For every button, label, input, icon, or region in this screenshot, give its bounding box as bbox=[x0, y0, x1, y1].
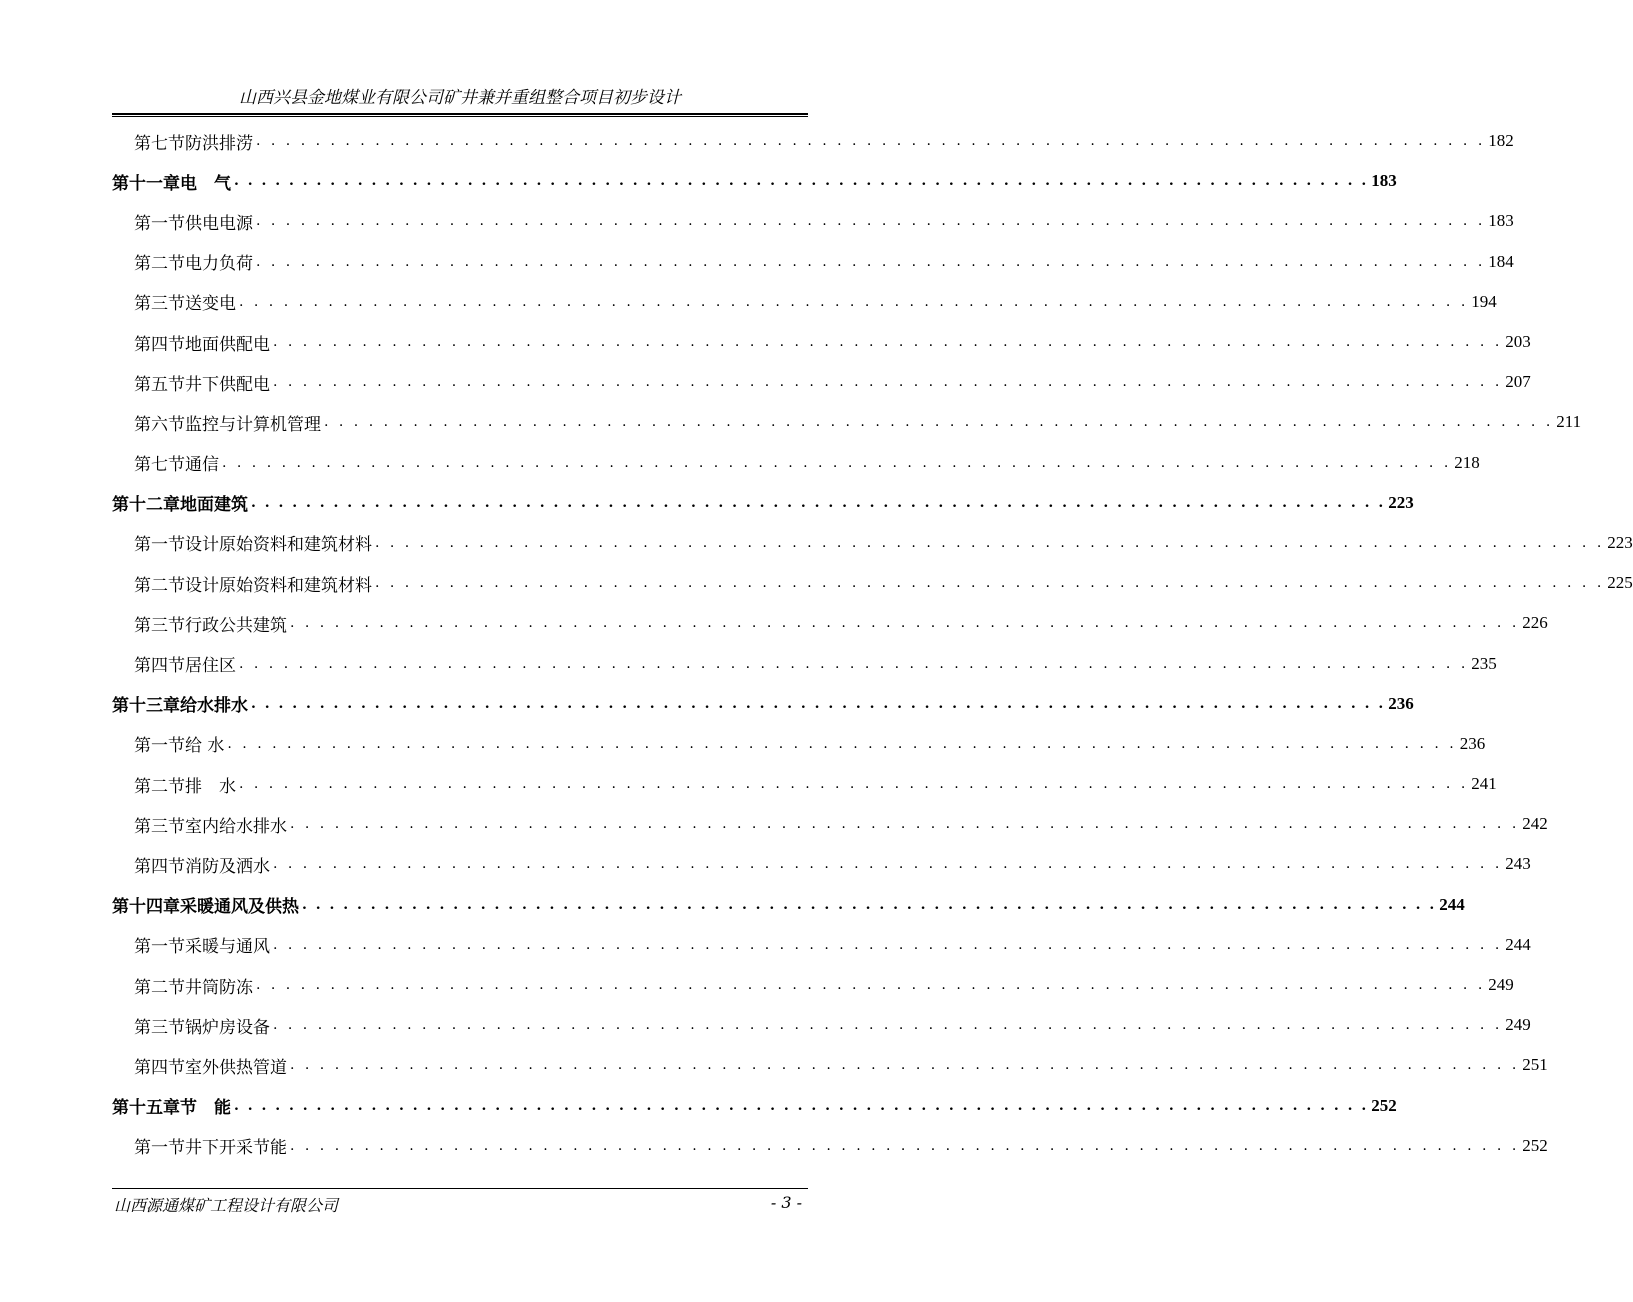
toc-dot-leader: . . . . . . . . . . . . . . . . . . . . . . . . . . . . . . . . . . . . . . . . . . . . . . . . . . . . . . . . . . . . . . . . . . . . . . . . . . . . . . . . . . . bbox=[239, 655, 1469, 672]
toc-entry-title: 井筒防冻 bbox=[185, 977, 253, 998]
toc-entry-label: 第六节 bbox=[134, 414, 185, 435]
toc-chapter-row[interactable] bbox=[112, 885, 1465, 925]
header-rule bbox=[112, 113, 808, 117]
toc-entry-label: 第一节 bbox=[134, 535, 185, 556]
toc-entry-title: 地面供配电 bbox=[185, 334, 270, 355]
toc-dot-leader: . . . . . . . . . . . . . . . . . . . . . . . . . . . . . . . . . . . . . . . . . . . . . . . . . . . . . . . . . . . . . . . . . . . . . . . . . . . . . . . . . . . bbox=[302, 896, 1437, 913]
toc-dot-leader: . . . . . . . . . . . . . . . . . . . . . . . . . . . . . . . . . . . . . . . . . . . . . . . . . . . . . . . . . . . . . . . . . . . . . . . . . . . . . . . . . . . bbox=[324, 414, 1554, 431]
toc-section-row[interactable] bbox=[112, 201, 1514, 241]
toc-section-row[interactable] bbox=[112, 523, 1633, 563]
toc-entry-title: 电 气 bbox=[180, 173, 231, 194]
footer-company: 山西源通煤矿工程设计有限公司 bbox=[114, 1196, 339, 1215]
toc-entry-title: 设计原始资料和建筑材料 bbox=[185, 535, 372, 556]
toc-entry-label: 第五节 bbox=[134, 374, 185, 395]
toc-dot-leader: . . . . . . . . . . . . . . . . . . . . . . . . . . . . . . . . . . . . . . . . . . . . . . . . . . . . . . . . . . . . . . . . . . . . . . . . . . . . . . . . . . . bbox=[273, 374, 1503, 391]
toc-entry-page: 203 bbox=[1505, 332, 1531, 352]
toc-entry-page: 236 bbox=[1459, 733, 1486, 753]
toc-section-row[interactable] bbox=[112, 121, 1514, 161]
toc-section-row[interactable] bbox=[112, 844, 1531, 884]
toc-chapter-row[interactable] bbox=[112, 1086, 1397, 1126]
toc-entry-page: 251 bbox=[1522, 1055, 1548, 1075]
toc-dot-leader: . . . . . . . . . . . . . . . . . . . . . . . . . . . . . . . . . . . . . . . . . . . . . . . . . . . . . . . . . . . . . . . . . . . . . . . . . . . . . . . . . . . bbox=[227, 735, 1457, 752]
toc-dot-leader: . . . . . . . . . . . . . . . . . . . . . . . . . . . . . . . . . . . . . . . . . . . . . . . . . . . . . . . . . . . . . . . . . . . . . . . . . . . . . . . . . . . bbox=[290, 1057, 1520, 1074]
toc-dot-leader: . . . . . . . . . . . . . . . . . . . . . . . . . . . . . . . . . . . . . . . . . . . . . . . . . . . . . . . . . . . . . . . . . . . . . . . . . . . . . . . . . . . bbox=[290, 615, 1520, 632]
toc-entry-page: 183 bbox=[1488, 211, 1514, 231]
toc-entry-label: 第一节 bbox=[134, 1138, 185, 1159]
toc-entry-title: 采暖通风及供热 bbox=[180, 897, 299, 918]
toc-entry-title: 室内给水排水 bbox=[185, 816, 287, 837]
toc-entry-title: 电力负荷 bbox=[185, 254, 253, 275]
toc-entry-title: 井下开采节能 bbox=[185, 1138, 287, 1159]
toc-dot-leader: . . . . . . . . . . . . . . . . . . . . . . . . . . . . . . . . . . . . . . . . . . . . . . . . . . . . . . . . . . . . . . . . . . . . . . . . . . . . . . . . . . . bbox=[273, 936, 1503, 953]
toc-entry-label: 第四节 bbox=[134, 1057, 185, 1078]
toc-dot-leader: . . . . . . . . . . . . . . . . . . . . . . . . . . . . . . . . . . . . . . . . . . . . . . . . . . . . . . . . . . . . . . . . . . . . . . . . . . . . . . . . . . . bbox=[234, 1097, 1369, 1114]
toc-section-row[interactable] bbox=[112, 563, 1633, 603]
toc-entry-page: 242 bbox=[1522, 814, 1548, 834]
toc-section-row[interactable] bbox=[112, 443, 1480, 483]
toc-entry-label: 第十五章 bbox=[112, 1098, 180, 1119]
toc-dot-leader: . . . . . . . . . . . . . . . . . . . . . . . . . . . . . . . . . . . . . . . . . . . . . . . . . . . . . . . . . . . . . . . . . . . . . . . . . . . . . . . . . . . bbox=[273, 856, 1503, 873]
toc-entry-title: 居住区 bbox=[185, 656, 236, 677]
toc-section-row[interactable] bbox=[112, 603, 1548, 643]
toc-entry-label: 第二节 bbox=[134, 254, 185, 275]
toc-section-row[interactable] bbox=[112, 242, 1514, 282]
toc-entry-page: 218 bbox=[1454, 452, 1480, 472]
toc-dot-leader: . . . . . . . . . . . . . . . . . . . . . . . . . . . . . . . . . . . . . . . . . . . . . . . . . . . . . . . . . . . . . . . . . . . . . . . . . . . . . . . . . . . bbox=[375, 575, 1605, 592]
toc-section-row[interactable] bbox=[112, 925, 1531, 965]
toc-entry-label: 第四节 bbox=[134, 334, 185, 355]
toc-entry-title: 供电电源 bbox=[185, 213, 253, 234]
toc-dot-leader: . . . . . . . . . . . . . . . . . . . . . . . . . . . . . . . . . . . . . . . . . . . . . . . . . . . . . . . . . . . . . . . . . . . . . . . . . . . . . . . . . . . bbox=[290, 1137, 1520, 1154]
toc-entry-page: 244 bbox=[1505, 934, 1531, 954]
toc-section-row[interactable] bbox=[112, 1005, 1531, 1045]
toc-dot-leader: . . . . . . . . . . . . . . . . . . . . . . . . . . . . . . . . . . . . . . . . . . . . . . . . . . . . . . . . . . . . . . . . . . . . . . . . . . . . . . . . . . . bbox=[290, 816, 1520, 833]
toc-entry-label: 第二节 bbox=[134, 575, 185, 596]
table-of-contents bbox=[112, 121, 1633, 1166]
toc-section-row[interactable] bbox=[112, 724, 1486, 764]
toc-chapter-row[interactable] bbox=[112, 684, 1414, 724]
toc-dot-leader: . . . . . . . . . . . . . . . . . . . . . . . . . . . . . . . . . . . . . . . . . . . . . . . . . . . . . . . . . . . . . . . . . . . . . . . . . . . . . . . . . . . bbox=[239, 293, 1469, 310]
toc-entry-page: 223 bbox=[1388, 492, 1414, 512]
toc-entry-title: 节 能 bbox=[180, 1098, 231, 1119]
toc-entry-title: 监控与计算机管理 bbox=[185, 414, 321, 435]
toc-entry-label: 第一节 bbox=[134, 937, 185, 958]
toc-section-row[interactable] bbox=[112, 402, 1582, 442]
toc-dot-leader: . . . . . . . . . . . . . . . . . . . . . . . . . . . . . . . . . . . . . . . . . . . . . . . . . . . . . . . . . . . . . . . . . . . . . . . . . . . . . . . . . . . bbox=[234, 173, 1369, 190]
toc-dot-leader: . . . . . . . . . . . . . . . . . . . . . . . . . . . . . . . . . . . . . . . . . . . . . . . . . . . . . . . . . . . . . . . . . . . . . . . . . . . . . . . . . . . bbox=[375, 534, 1605, 551]
toc-entry-label: 第三节 bbox=[134, 615, 185, 636]
page-header-title: 山西兴县金地煤业有限公司矿井兼并重组整合项目初步设计 bbox=[239, 88, 681, 108]
toc-entry-label: 第三节 bbox=[134, 294, 185, 315]
toc-entry-page: 183 bbox=[1371, 171, 1397, 191]
toc-entry-title: 给 水 bbox=[185, 736, 225, 757]
toc-entry-page: 182 bbox=[1488, 131, 1514, 151]
toc-entry-page: 249 bbox=[1505, 1015, 1531, 1035]
toc-section-row[interactable] bbox=[112, 965, 1514, 1005]
toc-entry-title: 设计原始资料和建筑材料 bbox=[185, 575, 372, 596]
toc-entry-page: 223 bbox=[1607, 532, 1633, 552]
toc-dot-leader: . . . . . . . . . . . . . . . . . . . . . . . . . . . . . . . . . . . . . . . . . . . . . . . . . . . . . . . . . . . . . . . . . . . . . . . . . . . . . . . . . . . bbox=[222, 454, 1452, 471]
toc-chapter-row[interactable] bbox=[112, 483, 1414, 523]
footer-page-number: - 3 - bbox=[770, 1193, 802, 1212]
toc-dot-leader: . . . . . . . . . . . . . . . . . . . . . . . . . . . . . . . . . . . . . . . . . . . . . . . . . . . . . . . . . . . . . . . . . . . . . . . . . . . . . . . . . . . bbox=[251, 695, 1386, 712]
toc-entry-title: 室外供热管道 bbox=[185, 1057, 287, 1078]
toc-dot-leader: . . . . . . . . . . . . . . . . . . . . . . . . . . . . . . . . . . . . . . . . . . . . . . . . . . . . . . . . . . . . . . . . . . . . . . . . . . . . . . . . . . . bbox=[256, 213, 1486, 230]
toc-section-row[interactable] bbox=[112, 643, 1497, 683]
toc-section-row[interactable] bbox=[112, 1045, 1548, 1085]
toc-entry-page: 244 bbox=[1439, 894, 1465, 914]
toc-section-row[interactable] bbox=[112, 764, 1497, 804]
toc-section-row[interactable] bbox=[112, 282, 1497, 322]
toc-entry-title: 井下供配电 bbox=[185, 374, 270, 395]
footer-rule bbox=[112, 1188, 808, 1189]
toc-entry-page: 252 bbox=[1371, 1095, 1397, 1115]
toc-entry-label: 第十一章 bbox=[112, 173, 180, 194]
toc-entry-label: 第三节 bbox=[134, 1017, 185, 1038]
toc-chapter-row[interactable] bbox=[112, 161, 1397, 201]
toc-entry-label: 第七节 bbox=[134, 455, 185, 476]
toc-section-row[interactable] bbox=[112, 322, 1531, 362]
toc-entry-title: 采暖与通风 bbox=[185, 937, 270, 958]
toc-entry-label: 第二节 bbox=[134, 977, 185, 998]
toc-entry-page: 236 bbox=[1388, 693, 1414, 713]
toc-entry-page: 194 bbox=[1471, 291, 1497, 311]
toc-entry-label: 第十四章 bbox=[112, 897, 180, 918]
toc-dot-leader: . . . . . . . . . . . . . . . . . . . . . . . . . . . . . . . . . . . . . . . . . . . . . . . . . . . . . . . . . . . . . . . . . . . . . . . . . . . . . . . . . . . bbox=[256, 977, 1486, 994]
toc-dot-leader: . . . . . . . . . . . . . . . . . . . . . . . . . . . . . . . . . . . . . . . . . . . . . . . . . . . . . . . . . . . . . . . . . . . . . . . . . . . . . . . . . . . bbox=[256, 133, 1486, 150]
toc-dot-leader: . . . . . . . . . . . . . . . . . . . . . . . . . . . . . . . . . . . . . . . . . . . . . . . . . . . . . . . . . . . . . . . . . . . . . . . . . . . . . . . . . . . bbox=[273, 334, 1503, 351]
toc-dot-leader: . . . . . . . . . . . . . . . . . . . . . . . . . . . . . . . . . . . . . . . . . . . . . . . . . . . . . . . . . . . . . . . . . . . . . . . . . . . . . . . . . . . bbox=[251, 494, 1386, 511]
toc-entry-label: 第一节 bbox=[134, 213, 185, 234]
toc-entry-page: 235 bbox=[1471, 653, 1497, 673]
toc-entry-title: 行政公共建筑 bbox=[185, 615, 287, 636]
toc-entry-label: 第四节 bbox=[134, 656, 185, 677]
toc-dot-leader: . . . . . . . . . . . . . . . . . . . . . . . . . . . . . . . . . . . . . . . . . . . . . . . . . . . . . . . . . . . . . . . . . . . . . . . . . . . . . . . . . . . bbox=[273, 1017, 1503, 1034]
toc-section-row[interactable] bbox=[112, 362, 1531, 402]
toc-entry-label: 第二节 bbox=[134, 776, 185, 797]
toc-entry-title: 地面建筑 bbox=[180, 495, 248, 516]
toc-section-row[interactable] bbox=[112, 1126, 1548, 1166]
toc-entry-page: 252 bbox=[1522, 1135, 1548, 1155]
toc-entry-title: 给水排水 bbox=[180, 696, 248, 717]
toc-entry-page: 249 bbox=[1488, 975, 1514, 995]
toc-section-row[interactable] bbox=[112, 804, 1548, 844]
toc-entry-title: 防洪排涝 bbox=[185, 133, 253, 154]
toc-entry-page: 211 bbox=[1556, 412, 1582, 432]
toc-entry-label: 第七节 bbox=[134, 133, 185, 154]
toc-entry-page: 243 bbox=[1505, 854, 1531, 874]
toc-entry-title: 锅炉房设备 bbox=[185, 1017, 270, 1038]
toc-entry-label: 第十二章 bbox=[112, 495, 180, 516]
toc-entry-label: 第四节 bbox=[134, 856, 185, 877]
toc-entry-page: 207 bbox=[1505, 372, 1531, 392]
toc-entry-title: 排 水 bbox=[185, 776, 236, 797]
toc-entry-page: 225 bbox=[1607, 573, 1633, 593]
toc-dot-leader: . . . . . . . . . . . . . . . . . . . . . . . . . . . . . . . . . . . . . . . . . . . . . . . . . . . . . . . . . . . . . . . . . . . . . . . . . . . . . . . . . . . bbox=[256, 253, 1486, 270]
toc-dot-leader: . . . . . . . . . . . . . . . . . . . . . . . . . . . . . . . . . . . . . . . . . . . . . . . . . . . . . . . . . . . . . . . . . . . . . . . . . . . . . . . . . . . bbox=[239, 776, 1469, 793]
toc-entry-label: 第三节 bbox=[134, 816, 185, 837]
toc-entry-label: 第十三章 bbox=[112, 696, 180, 717]
toc-entry-label: 第一节 bbox=[134, 736, 185, 757]
toc-entry-page: 241 bbox=[1471, 774, 1497, 794]
toc-entry-title: 送变电 bbox=[185, 294, 236, 315]
toc-entry-page: 226 bbox=[1522, 613, 1548, 633]
toc-entry-title: 通信 bbox=[185, 455, 219, 476]
toc-entry-title: 消防及洒水 bbox=[185, 856, 270, 877]
toc-entry-page: 184 bbox=[1488, 251, 1514, 271]
